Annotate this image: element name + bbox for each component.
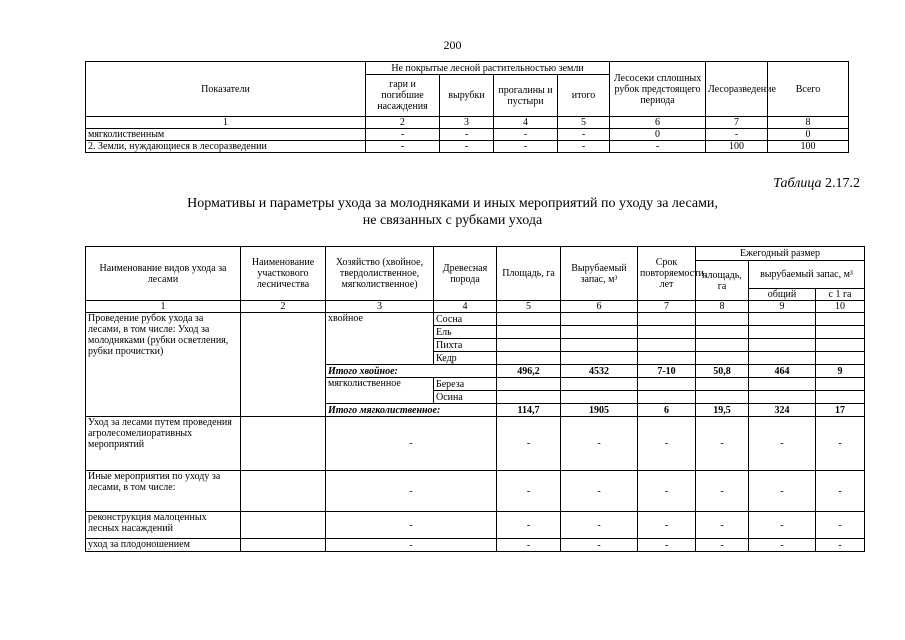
header-annual-area: площадь, га — [696, 261, 749, 301]
cell: - — [497, 417, 561, 471]
col-number: 7 — [706, 117, 768, 129]
cell: - — [497, 471, 561, 512]
cell: 114,7 — [497, 404, 561, 417]
species-fir: Пихта — [434, 339, 497, 352]
col-number: 3 — [440, 117, 494, 129]
cell: - — [696, 512, 749, 539]
header-burnt: гари и погибшие насаждения — [366, 75, 440, 117]
cell: - — [558, 129, 610, 141]
cell: 19,5 — [696, 404, 749, 417]
cell: - — [696, 417, 749, 471]
header-annual: Ежегодный размер — [696, 247, 865, 261]
header-uncovered-lands: Не покрытые лесной растительностью земли — [366, 62, 610, 75]
table-row — [86, 512, 865, 539]
care-type-reconstruction: реконструкция малоценных лесных насаждений — [86, 512, 241, 539]
col-number: 10 — [816, 301, 865, 313]
cell: - — [749, 512, 816, 539]
col-number: 8 — [696, 301, 749, 313]
cell: 496,2 — [497, 365, 561, 378]
col-number: 2 — [366, 117, 440, 129]
care-type-other: Иные мероприятия по уходу за лесами, в том числе: — [86, 471, 241, 512]
cell: - — [610, 141, 706, 153]
cell: - — [558, 141, 610, 153]
species-aspen: Осина — [434, 391, 497, 404]
cell: - — [749, 471, 816, 512]
col-number: 7 — [638, 301, 696, 313]
cell: 464 — [749, 365, 816, 378]
header-total: Всего — [768, 62, 849, 117]
softwood-total-label: Итого мягколиственное: — [326, 404, 497, 417]
header-glades: прогалины и пустыри — [494, 75, 558, 117]
table-row — [86, 141, 849, 153]
table-row — [86, 539, 865, 552]
cell: - — [440, 129, 494, 141]
table-row — [86, 313, 865, 326]
row-label: мягколиственным — [86, 129, 366, 141]
table-title-line-1: Нормативы и параметры ухода за молодняками и иных мероприятий по уходу за лесами, — [187, 196, 718, 211]
cell: - — [816, 539, 865, 552]
header-annual-stock: вырубаемый запас, м³ — [749, 261, 865, 289]
cell: 7-10 — [638, 365, 696, 378]
cell: 6 — [638, 404, 696, 417]
cell: - — [816, 512, 865, 539]
col-number: 5 — [497, 301, 561, 313]
care-type-fruiting: уход за плодоношением — [86, 539, 241, 552]
col-number: 6 — [610, 117, 706, 129]
cell: - — [366, 141, 440, 153]
cell: - — [494, 141, 558, 153]
cell: - — [494, 129, 558, 141]
forest-care-table — [85, 246, 865, 552]
cell: - — [749, 539, 816, 552]
cell: 100 — [706, 141, 768, 153]
cell: - — [638, 539, 696, 552]
header-farm: Хозяйство (хвойное, твердолиственное, мягколиственное) — [326, 247, 434, 301]
cell: 17 — [816, 404, 865, 417]
header-area: Площадь, га — [497, 247, 561, 301]
cell: 100 — [768, 141, 849, 153]
table-row — [86, 417, 865, 471]
cell: - — [749, 417, 816, 471]
column-numbers-row — [86, 117, 849, 129]
col-number: 4 — [434, 301, 497, 313]
cell: 1905 — [561, 404, 638, 417]
table-number-label: Таблица — [773, 176, 822, 191]
col-number: 5 — [558, 117, 610, 129]
header-district: Наименование участкового лесничества — [241, 247, 326, 301]
table-number — [773, 176, 860, 192]
cell: 0 — [610, 129, 706, 141]
col-number: 1 — [86, 117, 366, 129]
cell: 9 — [816, 365, 865, 378]
cell: - — [638, 471, 696, 512]
cell: - — [696, 539, 749, 552]
cell: - — [497, 512, 561, 539]
cell: - — [561, 512, 638, 539]
district-cell — [241, 313, 326, 417]
header-per-ha: с 1 га — [816, 289, 865, 301]
col-number: 3 — [326, 301, 434, 313]
header-care-type: Наименование видов ухода за лесами — [86, 247, 241, 301]
cell: 4532 — [561, 365, 638, 378]
header-subtotal: итого — [558, 75, 610, 117]
header-cuttings: вырубки — [440, 75, 494, 117]
header-stock: Вырубаемый запас, м³ — [561, 247, 638, 301]
cell: - — [440, 141, 494, 153]
coniferous-total-label: Итого хвойное: — [326, 365, 497, 378]
farm-softwood: мягколиственное — [326, 378, 434, 404]
col-number: 9 — [749, 301, 816, 313]
cell: - — [366, 129, 440, 141]
cell: - — [696, 471, 749, 512]
col-number: 4 — [494, 117, 558, 129]
table-title-line-2: не связанных с рубками ухода — [362, 213, 543, 228]
table-number-value: 2.17.2 — [825, 176, 860, 191]
header-species: Древесная порода — [434, 247, 497, 301]
land-indicators-table — [85, 61, 849, 153]
table-row — [86, 129, 849, 141]
cell: - — [561, 539, 638, 552]
cell: - — [497, 539, 561, 552]
cell: - — [706, 129, 768, 141]
page-number: 200 — [443, 38, 462, 52]
header-period: Срок повторяемости, лет — [638, 247, 696, 301]
species-spruce: Ель — [434, 326, 497, 339]
species-birch: Береза — [434, 378, 497, 391]
care-type-thinning: Проведение рубок ухода за лесами, в том числе: Уход за молодняками (рубки осветления, рубки прочистки) — [86, 313, 241, 417]
col-number: 6 — [561, 301, 638, 313]
cell: - — [638, 417, 696, 471]
cell: - — [638, 512, 696, 539]
cell: 0 — [768, 129, 849, 141]
cell: - — [561, 417, 638, 471]
header-afforestation: Лесоразведение — [706, 62, 768, 117]
header-indicators: Показатели — [86, 62, 366, 117]
header-total: общий — [749, 289, 816, 301]
col-number: 8 — [768, 117, 849, 129]
cell: 50,8 — [696, 365, 749, 378]
cell: - — [326, 417, 497, 471]
cell: - — [326, 512, 497, 539]
care-type-agro: Уход за лесами путем проведения агролесомелиоративных мероприятий — [86, 417, 241, 471]
cell: 324 — [749, 404, 816, 417]
cell: - — [816, 417, 865, 471]
header-clearcut-areas: Лесосеки сплошных рубок предстоящего периода — [610, 62, 706, 117]
cell: - — [561, 471, 638, 512]
species-pine: Сосна — [434, 313, 497, 326]
cell: - — [326, 471, 497, 512]
column-numbers-row — [86, 301, 865, 313]
species-cedar: Кедр — [434, 352, 497, 365]
cell: - — [816, 471, 865, 512]
col-number: 2 — [241, 301, 326, 313]
farm-coniferous: хвойное — [326, 313, 434, 365]
col-number: 1 — [86, 301, 241, 313]
cell: - — [326, 539, 497, 552]
table-row — [86, 471, 865, 512]
row-label: 2. Земли, нуждающиеся в лесоразведении — [86, 141, 366, 153]
